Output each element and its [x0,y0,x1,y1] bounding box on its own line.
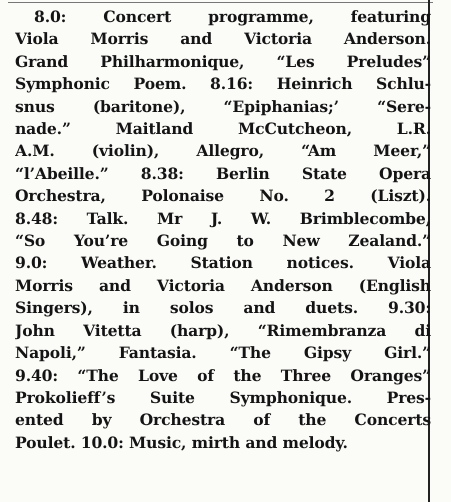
text-line: Poulet. 10.0: Music, mirth and melody. [15,432,348,452]
text-line: snus (baritone), “Epiphanias;’ “Sere- [15,96,431,116]
top-rule [8,2,433,3]
text-line: 9.0: Weather. Station notices. Viola [15,253,431,273]
text-line: Singers), in solos and duets. 9.30: [15,298,431,318]
programme-listing [15,6,431,454]
text-line: Viola Morris and Victoria Anderson. [15,29,431,49]
text-line: A.M. (violin), Allegro, “Am Meer,” [15,141,431,161]
text-line: Symphonic Poem. 8.16: Heinrich Schlu- [15,74,431,94]
text-line: 9.40: “The Love of the Three Oranges” [15,365,431,385]
text-line: Napoli,” Fantasia. “The Gipsy Girl.” [15,343,431,363]
text-line: Prokolieff’s Suite Symphonique. Pres- [15,387,431,407]
text-line: Morris and Victoria Anderson (English [15,275,431,295]
text-line: nade.” Maitland McCutcheon, L.R. [15,119,431,139]
text-line: “l’Abeille.” 8.38: Berlin State Opera [15,163,431,183]
text-line: 8.48: Talk. Mr J. W. Brimblecombe, [15,208,431,228]
text-line: Grand Philharmonique, “Les Preludes” [15,51,431,71]
text-line: 8.0: Concert programme, featuring [34,7,431,26]
text-line: Orchestra, Polonaise No. 2 (Liszt). [15,186,431,206]
text-line: ented by Orchestra of the Concerts [15,410,431,430]
text-line: “So You’re Going to New Zealand.” [15,231,431,251]
text-line: John Vitetta (harp), “Rimembranza di [15,320,431,340]
